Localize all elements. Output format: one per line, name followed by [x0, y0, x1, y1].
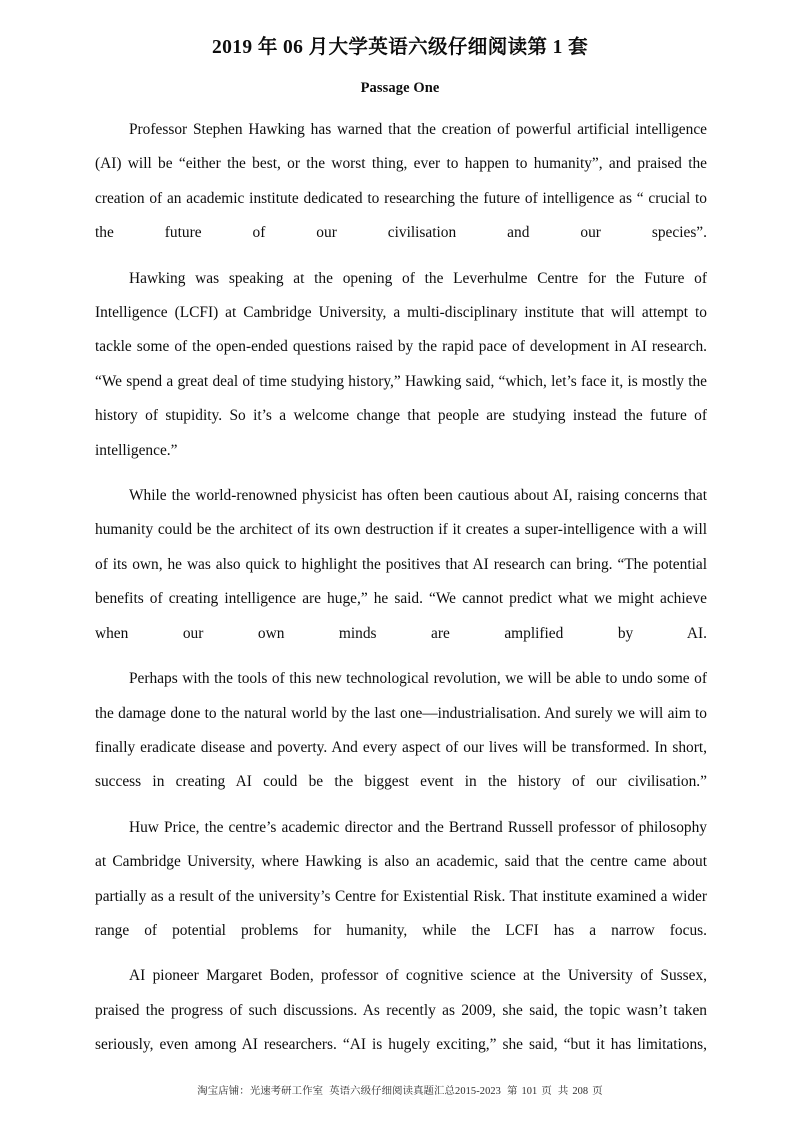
page-footer [0, 1082, 800, 1097]
footer-total-pages: 208 [572, 1086, 589, 1097]
passage-heading: Passage One [360, 80, 440, 96]
footer-page-prefix: 第 [506, 1086, 518, 1097]
passage-body [95, 113, 707, 1063]
footer-page-number: 101 [521, 1086, 538, 1097]
paragraph-2: Hawking was speaking at the opening of the Leverhulme Centre for the Future of Intelligence (LCFI) at Cambridge University, a multi-disciplinary institute that will attempt to tackle some of the open-ended questions raised by the rapid pace of development in AI research. “We spend a great deal of time studying history,” Hawking said, “which, let’s face it, is mostly the history of stupidity. So it’s a welcome change that people are studying instead the future of intelligence.” [95, 269, 707, 459]
paragraph-6: AI pioneer Margaret Boden, professor of cognitive science at the University of Sussex, praised the progress of such discussions. As recently as 2009, she said, the topic wasn’t taken seriously, even among AI researchers. “AI is hugely exciting,” she said, “but it has limitations, [95, 967, 707, 1054]
footer-collection-label: 英语六级仔细阅读真题汇总2015-2023 [329, 1086, 501, 1097]
footer-total-prefix: 共 [557, 1086, 569, 1097]
page-title: 2019 年 06 月大学英语六级仔细阅读第 1 套 [211, 37, 589, 58]
footer-page-unit: 页 [541, 1086, 552, 1097]
footer-shop-label: 淘宝店铺：光速考研工作室 [197, 1086, 324, 1097]
footer-total-unit: 页 [592, 1086, 603, 1097]
paragraph-4: Perhaps with the tools of this new technological revolution, we will be able to undo some of the damage done to the natural world by the last one—industrialisation. And surely we will aim to finally eradicate disease and poverty. And every aspect of our lives will be transformed. In short, success in creating AI could be the biggest event in the history of our civilisation.” [95, 670, 707, 791]
paragraph-1: Professor Stephen Hawking has warned that the creation of powerful artificial intelligence (AI) will be “either the best, or the worst thing, ever to happen to humanity”, and praised the creation of an academic institute dedicated to researching the future of intelligence as “ crucial to the future of our civilisation and our species”. [95, 121, 707, 242]
paragraph-3: While the world-renowned physicist has often been cautious about AI, raising concerns that humanity could be the architect of its own destruction if it creates a super-intelligence with a will of its own, he was also quick to highlight the positives that AI research can bring. “The potential benefits of creating intelligence are huge,” he said. “We cannot predict what we might achieve when our own minds are amplified by AI. [95, 487, 707, 642]
paragraph-5: Huw Price, the centre’s academic director and the Bertrand Russell professor of philosophy at Cambridge University, where Hawking is also an academic, said that the centre came about partially as a result of the university’s Centre for Existential Risk. That institute examined a wider range of potential problems for humanity, while the LCFI has a narrow focus. [95, 818, 707, 939]
